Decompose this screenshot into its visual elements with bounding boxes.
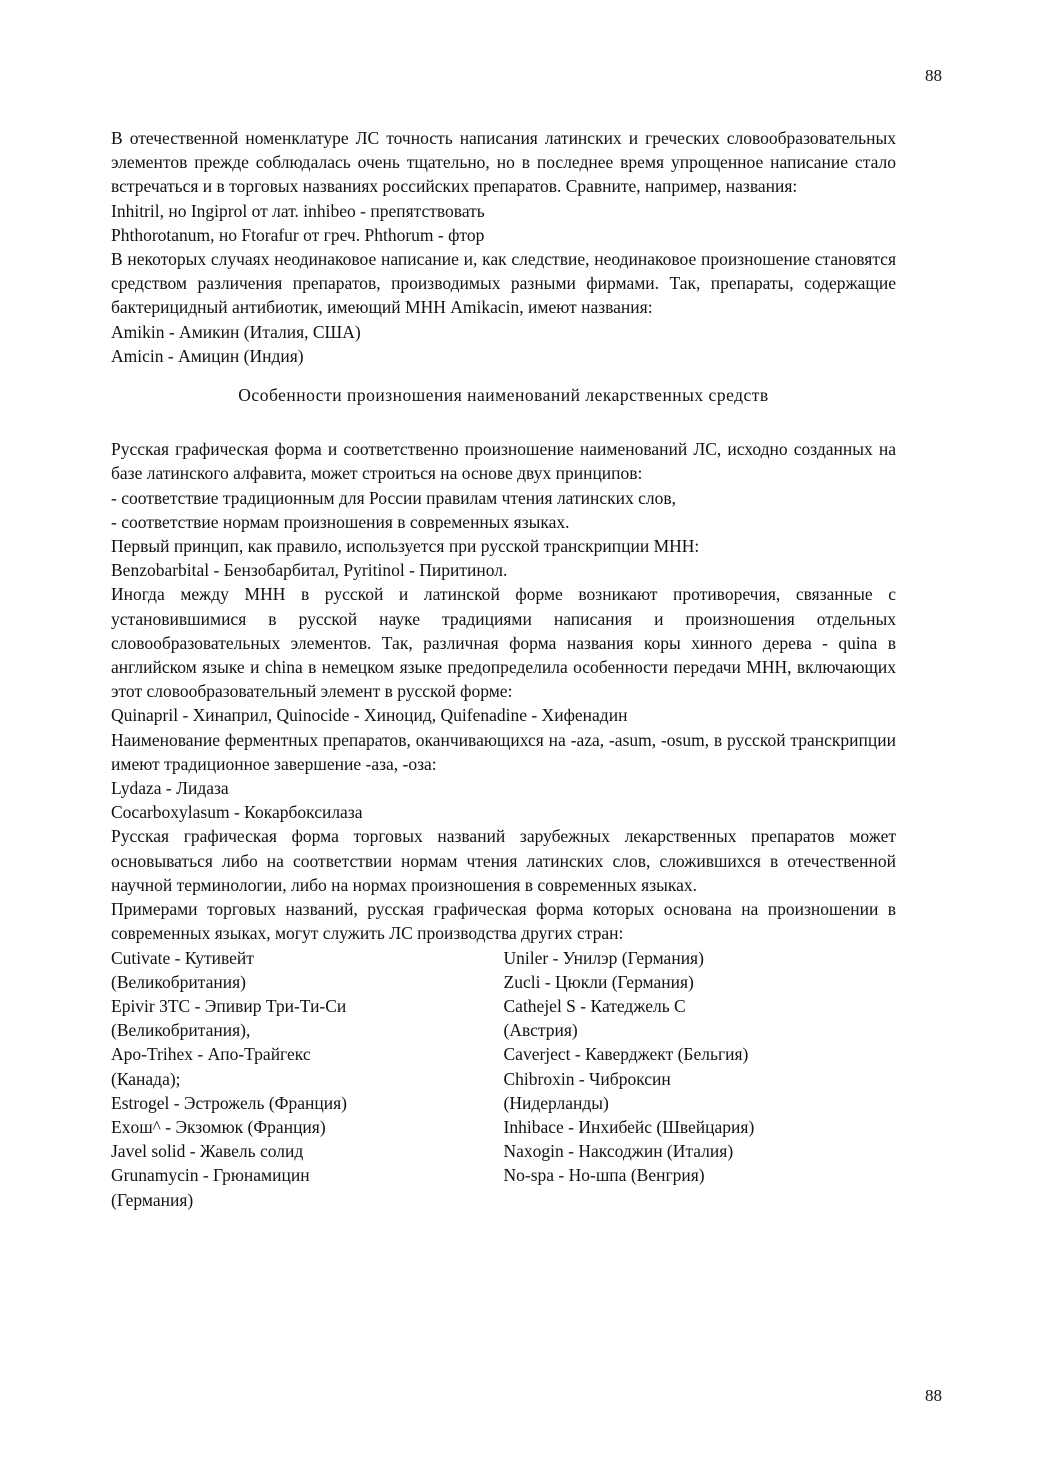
- paragraph: Quinapril - Хинаприл, Quinocide - Хиноцид, Quifenadine - Хифенадин: [111, 705, 628, 726]
- example-line: Caverject - Каверджект (Бельгия): [503, 1044, 749, 1065]
- example-line: Uniler - Унилэр (Германия): [503, 947, 704, 968]
- examples-left-column: [111, 946, 504, 1212]
- paragraph: Benzobarbital - Бензобарбитал, Pyritinol - Пиритинол.: [111, 560, 508, 581]
- main-section: [111, 437, 896, 945]
- example-line: Inhibace - Инхибейс (Швейцария): [503, 1116, 755, 1137]
- paragraph: Cocarboxylasum - Кокарбоксилаза: [111, 802, 363, 823]
- paragraph: Русская графическая форма и соответственно произношение наименований ЛС, исходно созданных на базе латинского алфавита, может строиться на основе двух принципов:: [111, 439, 896, 484]
- paragraph: Inhitril, но Ingiprol от лат. inhibeo - препятствовать: [111, 200, 485, 221]
- paragraph: Первый принцип, как правило, используется при русской транскрипции МНН:: [111, 536, 700, 557]
- example-line: Cathejel S - Катеджель С: [503, 995, 686, 1016]
- example-line: (Германия): [111, 1189, 194, 1210]
- paragraph: Amicin - Амицин (Индия): [111, 345, 304, 366]
- paragraph: Иногда между МНН в русской и латинской форме возникают противоречия, связанные с установившимися в русской науке традициями написания и произношения отдельных словообразовательных элементов. Так, различная форма названия коры хинного дерева - quina в английском языке и china в немецком языке предопределила особенности передачи МНН, включающих этот словообразовательный элемент в русской форме:: [111, 584, 896, 702]
- section-title: Особенности произношения наименований лекарственных средств: [238, 385, 769, 406]
- paragraph: Наименование ферментных препаратов, оканчивающихся на -aza, -asum, -osum, в русской транскрипции имеют традиционное завершение -аза, -оза:: [111, 729, 896, 774]
- examples-right-column: [504, 946, 897, 1212]
- example-line: (Великобритания),: [111, 1020, 251, 1041]
- example-line: Chibroxin - Чиброксин: [503, 1068, 671, 1089]
- example-line: (Канада);: [111, 1068, 181, 1089]
- paragraph: Amikin - Амикин (Италия, США): [111, 321, 361, 342]
- example-line: No-spa - Но-шпа (Венгрия): [503, 1165, 705, 1186]
- example-line: Grunamycin - Грюнамицин: [111, 1165, 310, 1186]
- paragraph: - соответствие традиционным для России правилам чтения латинских слов,: [111, 487, 677, 508]
- examples-columns: [111, 946, 896, 1212]
- paragraph: Lydaza - Лидаза: [111, 778, 229, 799]
- intro-section: [111, 126, 896, 368]
- paragraph: - соответствие нормам произношения в современных языках.: [111, 511, 570, 532]
- paragraph: Phthorotanum, но Ftorafur от греч. Phthorum - фтор: [111, 224, 485, 245]
- example-line: Apo-Trihex - Апо-Трайгекс: [111, 1044, 311, 1065]
- paragraph: В некоторых случаях неодинаковое написание и, как следствие, неодинаковое произношение становятся средством различения препаратов, производимых разными фирмами. Так, препараты, содержащие бактерицидный антибиотик, имеющий МНН Amikacin, имеют названия:: [111, 249, 896, 318]
- example-line: Naxogin - Наксоджин (Италия): [503, 1141, 734, 1162]
- paragraph: В отечественной номенклатуре ЛС точность написания латинских и греческих словообразовательных элементов прежде соблюдалась очень тщательно, но в последнее время упрощенное написание стало встречаться и в торговых названиях российских препаратов. Сравните, например, названия:: [111, 128, 896, 197]
- paragraph: Примерами торговых названий, русская графическая форма которых основана на произношении в современных языках, могут служить ЛС производства других стран:: [111, 899, 896, 944]
- example-line: Exош^ - Экзомюк (Франция): [111, 1116, 326, 1137]
- example-line: Javel solid - Жавель солид: [111, 1141, 304, 1162]
- example-line: Zucli - Цюкли (Германия): [503, 971, 694, 992]
- paragraph: Русская графическая форма торговых названий зарубежных лекарственных препаратов может основываться либо на соответствии нормам чтения латинских слов, сложившихся в отечественной научной терминологии, либо на нормах произношения в современных языках.: [111, 826, 896, 895]
- example-line: (Нидерланды): [503, 1092, 609, 1113]
- example-line: (Австрия): [503, 1020, 578, 1041]
- page-number-top: 88: [925, 66, 942, 85]
- example-line: Estrogel - Эстрожель (Франция): [111, 1092, 348, 1113]
- example-line: Epivir 3TC - Эпивир Три-Ти-Си: [111, 995, 347, 1016]
- page-content: [111, 126, 896, 1212]
- example-line: (Великобритания): [111, 971, 246, 992]
- page-number-bottom: 88: [925, 1386, 942, 1405]
- example-line: Cutivate - Кутивейт: [111, 947, 254, 968]
